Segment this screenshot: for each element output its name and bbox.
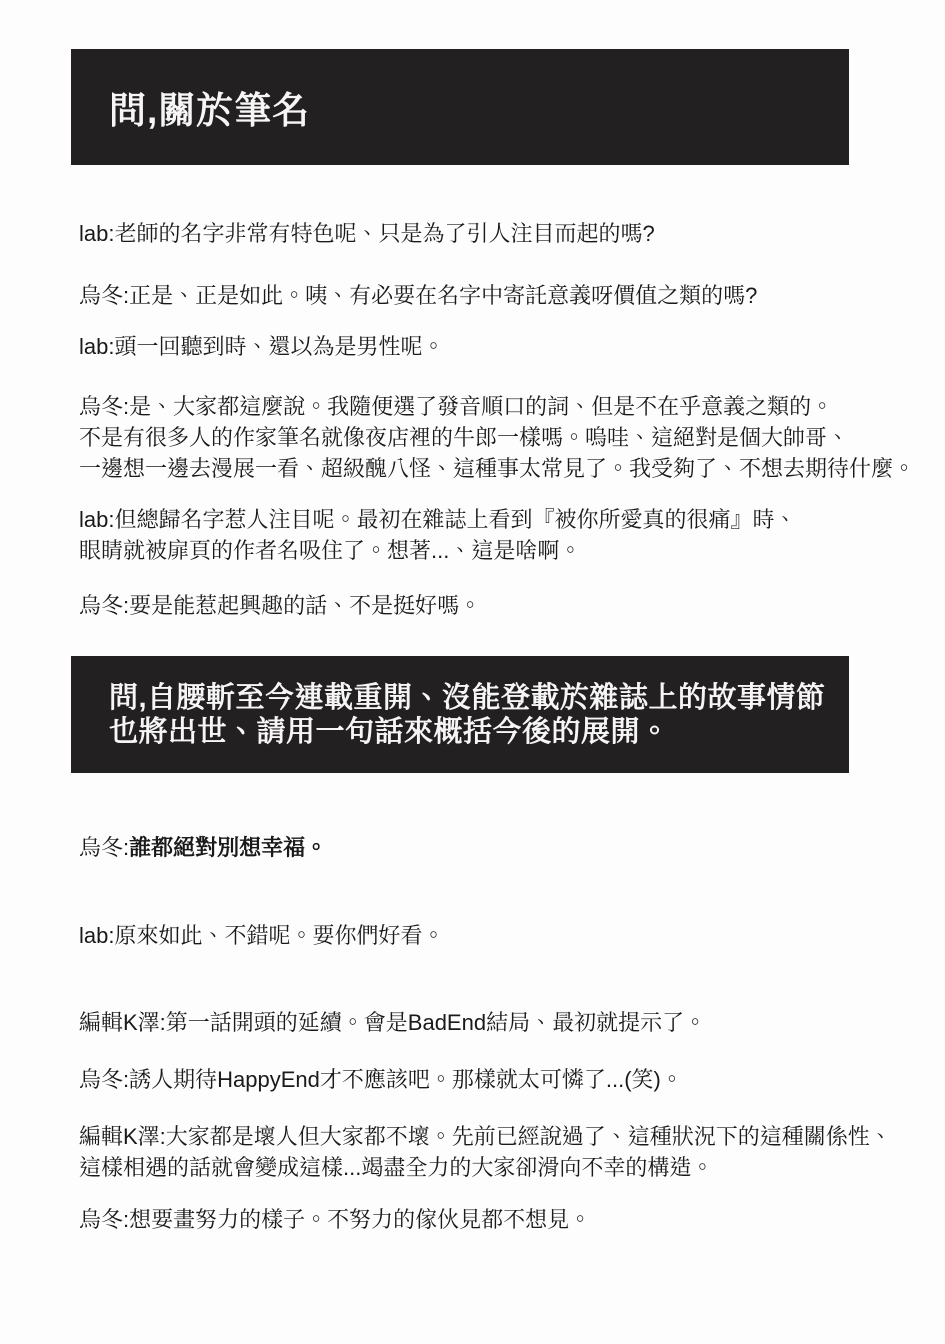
- dialogue-turn-lab-1: [79, 218, 655, 249]
- dialogue-text-line: lab:原來如此、不錯呢。要你們好看。: [79, 923, 445, 948]
- dialogue-text-line: 眼睛就被扉頁的作者名吸住了。想著...、這是啥啊。: [79, 538, 582, 563]
- dialogue-text-line: lab:老師的名字非常有特色呢、只是為了引人注目而起的嗎?: [79, 221, 655, 246]
- answer-emphasis-text: 誰都絕對別想幸福。: [129, 835, 328, 860]
- dialogue-turn-lab-2: [79, 331, 444, 362]
- dialogue-text-line: 烏冬:想要畫努力的樣子。不努力的傢伙見都不想見。: [79, 1207, 592, 1232]
- dialogue-turn-udon-5: [79, 1204, 591, 1235]
- dialogue-turn-lab-3: [79, 504, 796, 566]
- dialogue-text-line: 烏冬:正是、正是如此。咦、有必要在名字中寄託意義呀價值之類的嗎?: [79, 283, 758, 308]
- dialogue-text-line: 烏冬:是、大家都這麼說。我隨便選了發音順口的詞、但是不在乎意義之類的。: [79, 394, 834, 419]
- dialogue-text-line: 不是有很多人的作家筆名就像夜店裡的牛郎一樣嗎。嗚哇、這絕對是個大帥哥、: [79, 425, 850, 450]
- dialogue-text-line: lab:頭一回聽到時、還以為是男性呢。: [79, 334, 445, 359]
- question-header-pen-name: [71, 49, 849, 165]
- dialogue-turn-udon-2: [79, 391, 915, 484]
- question-header-text: 問,關於筆名: [109, 90, 311, 131]
- dialogue-turn-editor-1: [79, 1007, 706, 1038]
- question-header-text-line: 也將出世、請用一句話來概括今後的展開。: [109, 715, 670, 748]
- question-header-text-line: 問,自腰斬至今連載重開、沒能登載於雜誌上的故事情節: [109, 681, 826, 714]
- dialogue-text-line: 這樣相遇的話就會變成這樣...竭盡全力的大家卻滑向不幸的構造。: [79, 1155, 714, 1180]
- dialogue-text-line: 編輯K澤:大家都是壞人但大家都不壞。先前已經說過了、這種狀況下的這種關係性、: [79, 1124, 892, 1149]
- dialogue-text-line: 烏冬:誘人期待HappyEnd才不應該吧。那樣就太可憐了...(笑)。: [79, 1067, 683, 1092]
- dialogue-turn-udon-3: [79, 590, 481, 621]
- dialogue-turn-editor-2: [79, 1121, 892, 1183]
- dialogue-text-line: 一邊想一邊去漫展一看、超級醜八怪、這種事太常見了。我受夠了、不想去期待什麼。: [79, 456, 916, 481]
- dialogue-text-line: lab:但總歸名字惹人注目呢。最初在雜誌上看到『被你所愛真的很痛』時、: [79, 507, 797, 532]
- dialogue-turn-udon-answer: [79, 832, 327, 863]
- dialogue-turn-udon-4: [79, 1064, 683, 1095]
- dialogue-turn-udon-1: [79, 280, 757, 311]
- speaker-prefix: 烏冬:: [79, 835, 130, 860]
- dialogue-turn-lab-4: [79, 920, 444, 951]
- dialogue-text-line: 烏冬:要是能惹起興趣的話、不是挺好嗎。: [79, 593, 482, 618]
- dialogue-text-line: 編輯K澤:第一話開頭的延續。會是BadEnd結局、最初就提示了。: [79, 1010, 707, 1035]
- question-header-serialization: [71, 656, 849, 773]
